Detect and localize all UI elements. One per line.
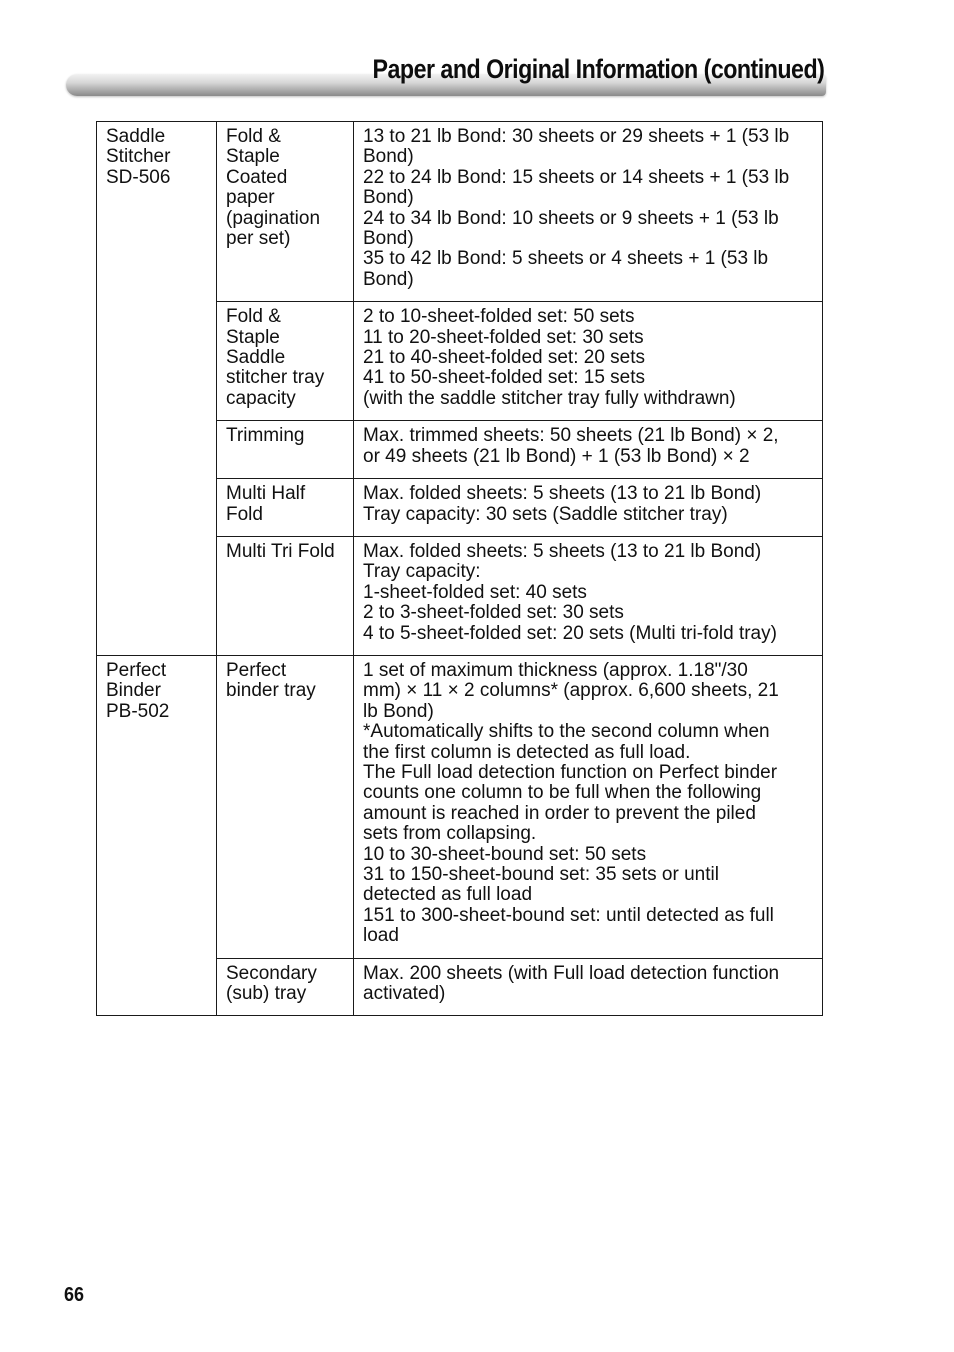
value-line: Bond) — [363, 187, 414, 209]
row-value-cell — [354, 655, 823, 958]
label-line: Coated — [226, 166, 288, 188]
row-value-cell — [354, 122, 823, 302]
value-line: counts one column to be full when the following — [363, 782, 762, 804]
value-line: Tray capacity: 30 sets (Saddle stitcher tray) — [363, 503, 728, 525]
value-line: 2 to 10-sheet-folded set: 50 sets — [363, 306, 635, 328]
value-line: 21 to 40-sheet-folded set: 20 sets — [363, 347, 646, 369]
value-line: the first column is detected as full load. — [363, 741, 691, 763]
device-name-line: SD-506 — [106, 166, 171, 188]
value-line: Max. trimmed sheets: 50 sheets (21 lb Bond) × 2, — [363, 425, 779, 447]
label-line: Fold — [226, 503, 263, 525]
label-line: Saddle — [226, 347, 286, 369]
table-row — [97, 122, 823, 302]
value-line: Bond) — [363, 146, 414, 168]
row-value-cell — [354, 536, 823, 655]
device-name-line: PB-502 — [106, 700, 170, 722]
value-line: or 49 sheets (21 lb Bond) + 1 (53 lb Bond) × 2 — [363, 445, 750, 467]
label-line: Fold & — [226, 306, 281, 328]
value-line: 4 to 5-sheet-folded set: 20 sets (Multi tri-fold tray) — [363, 622, 777, 644]
value-line: load — [363, 925, 399, 947]
value-line: 35 to 42 lb Bond: 5 sheets or 4 sheets + 1 (53 lb — [363, 248, 769, 270]
row-value-cell — [354, 421, 823, 479]
value-line: activated) — [363, 983, 446, 1005]
label-line: binder tray — [226, 680, 316, 702]
value-line: Bond) — [363, 228, 414, 250]
page-number: 66 — [64, 1284, 85, 1306]
value-line: (with the saddle stitcher tray fully withdrawn) — [363, 387, 736, 409]
row-value-cell — [354, 958, 823, 1016]
value-line: detected as full load — [363, 884, 533, 906]
label-line: Staple — [226, 146, 280, 168]
label-line: Perfect — [226, 659, 287, 681]
row-value-cell — [354, 479, 823, 537]
value-line: 151 to 300-sheet-bound set: until detected as full — [363, 904, 774, 926]
value-line: mm) × 11 × 2 columns* (approx. 6,600 sheets, 21 — [363, 680, 779, 702]
value-line: lb Bond) — [363, 700, 434, 722]
label-line: Multi Half — [226, 483, 306, 505]
label-line: Trimming — [226, 425, 305, 447]
label-line: stitcher tray — [226, 367, 325, 389]
row-label-cell — [217, 421, 354, 479]
value-line: Max. folded sheets: 5 sheets (13 to 21 lb Bond) — [363, 540, 762, 562]
value-line: 1-sheet-folded set: 40 sets — [363, 581, 587, 603]
label-line: per set) — [226, 228, 291, 250]
page-title: Paper and Original Information (continued) — [372, 54, 824, 84]
value-line: Bond) — [363, 268, 414, 290]
device-cell-perfect-binder — [97, 655, 217, 1016]
device-cell-saddle-stitcher — [97, 122, 217, 656]
device-name-line: Binder — [106, 680, 161, 702]
value-line: 22 to 24 lb Bond: 15 sheets or 14 sheets + 1 (53 lb — [363, 166, 790, 188]
label-line: (sub) tray — [226, 983, 307, 1005]
label-line: (pagination — [226, 207, 321, 229]
value-line: *Automatically shifts to the second column when — [363, 721, 770, 743]
table-row — [97, 655, 823, 958]
value-line: Max. folded sheets: 5 sheets (13 to 21 lb Bond) — [363, 483, 762, 505]
value-line: 13 to 21 lb Bond: 30 sheets or 29 sheets + 1 (53 lb — [363, 126, 790, 147]
row-label-cell — [217, 122, 354, 302]
row-label-cell — [217, 536, 354, 655]
value-line: 41 to 50-sheet-folded set: 15 sets — [363, 367, 646, 389]
value-line: amount is reached in order to prevent the piled — [363, 802, 756, 824]
value-line: The Full load detection function on Perfect binder — [363, 761, 778, 783]
device-name-line: Stitcher — [106, 146, 171, 168]
label-line: capacity — [226, 387, 296, 409]
device-name-line: Saddle — [106, 126, 166, 147]
value-line: 11 to 20-sheet-folded set: 30 sets — [363, 326, 644, 348]
value-line: Max. 200 sheets (with Full load detection function — [363, 962, 780, 984]
label-line: Staple — [226, 326, 280, 348]
label-line: Multi Tri Fold — [226, 540, 335, 562]
value-line: 1 set of maximum thickness (approx. 1.18"/30 — [363, 659, 748, 681]
value-line: sets from collapsing. — [363, 823, 537, 845]
label-line: Secondary — [226, 962, 317, 984]
label-line: Fold & — [226, 126, 281, 147]
spec-table — [96, 121, 823, 1016]
value-line: 31 to 150-sheet-bound set: 35 sets or until — [363, 864, 719, 885]
row-value-cell — [354, 302, 823, 421]
value-line: 10 to 30-sheet-bound set: 50 sets — [363, 843, 647, 865]
row-label-cell — [217, 479, 354, 537]
row-label-cell — [217, 655, 354, 958]
value-line: 24 to 34 lb Bond: 10 sheets or 9 sheets + 1 (53 lb — [363, 207, 779, 229]
row-label-cell — [217, 302, 354, 421]
device-name-line: Perfect — [106, 659, 167, 681]
label-line: paper — [226, 187, 275, 209]
row-label-cell — [217, 958, 354, 1016]
value-line: Tray capacity: — [363, 561, 481, 583]
value-line: 2 to 3-sheet-folded set: 30 sets — [363, 602, 624, 624]
